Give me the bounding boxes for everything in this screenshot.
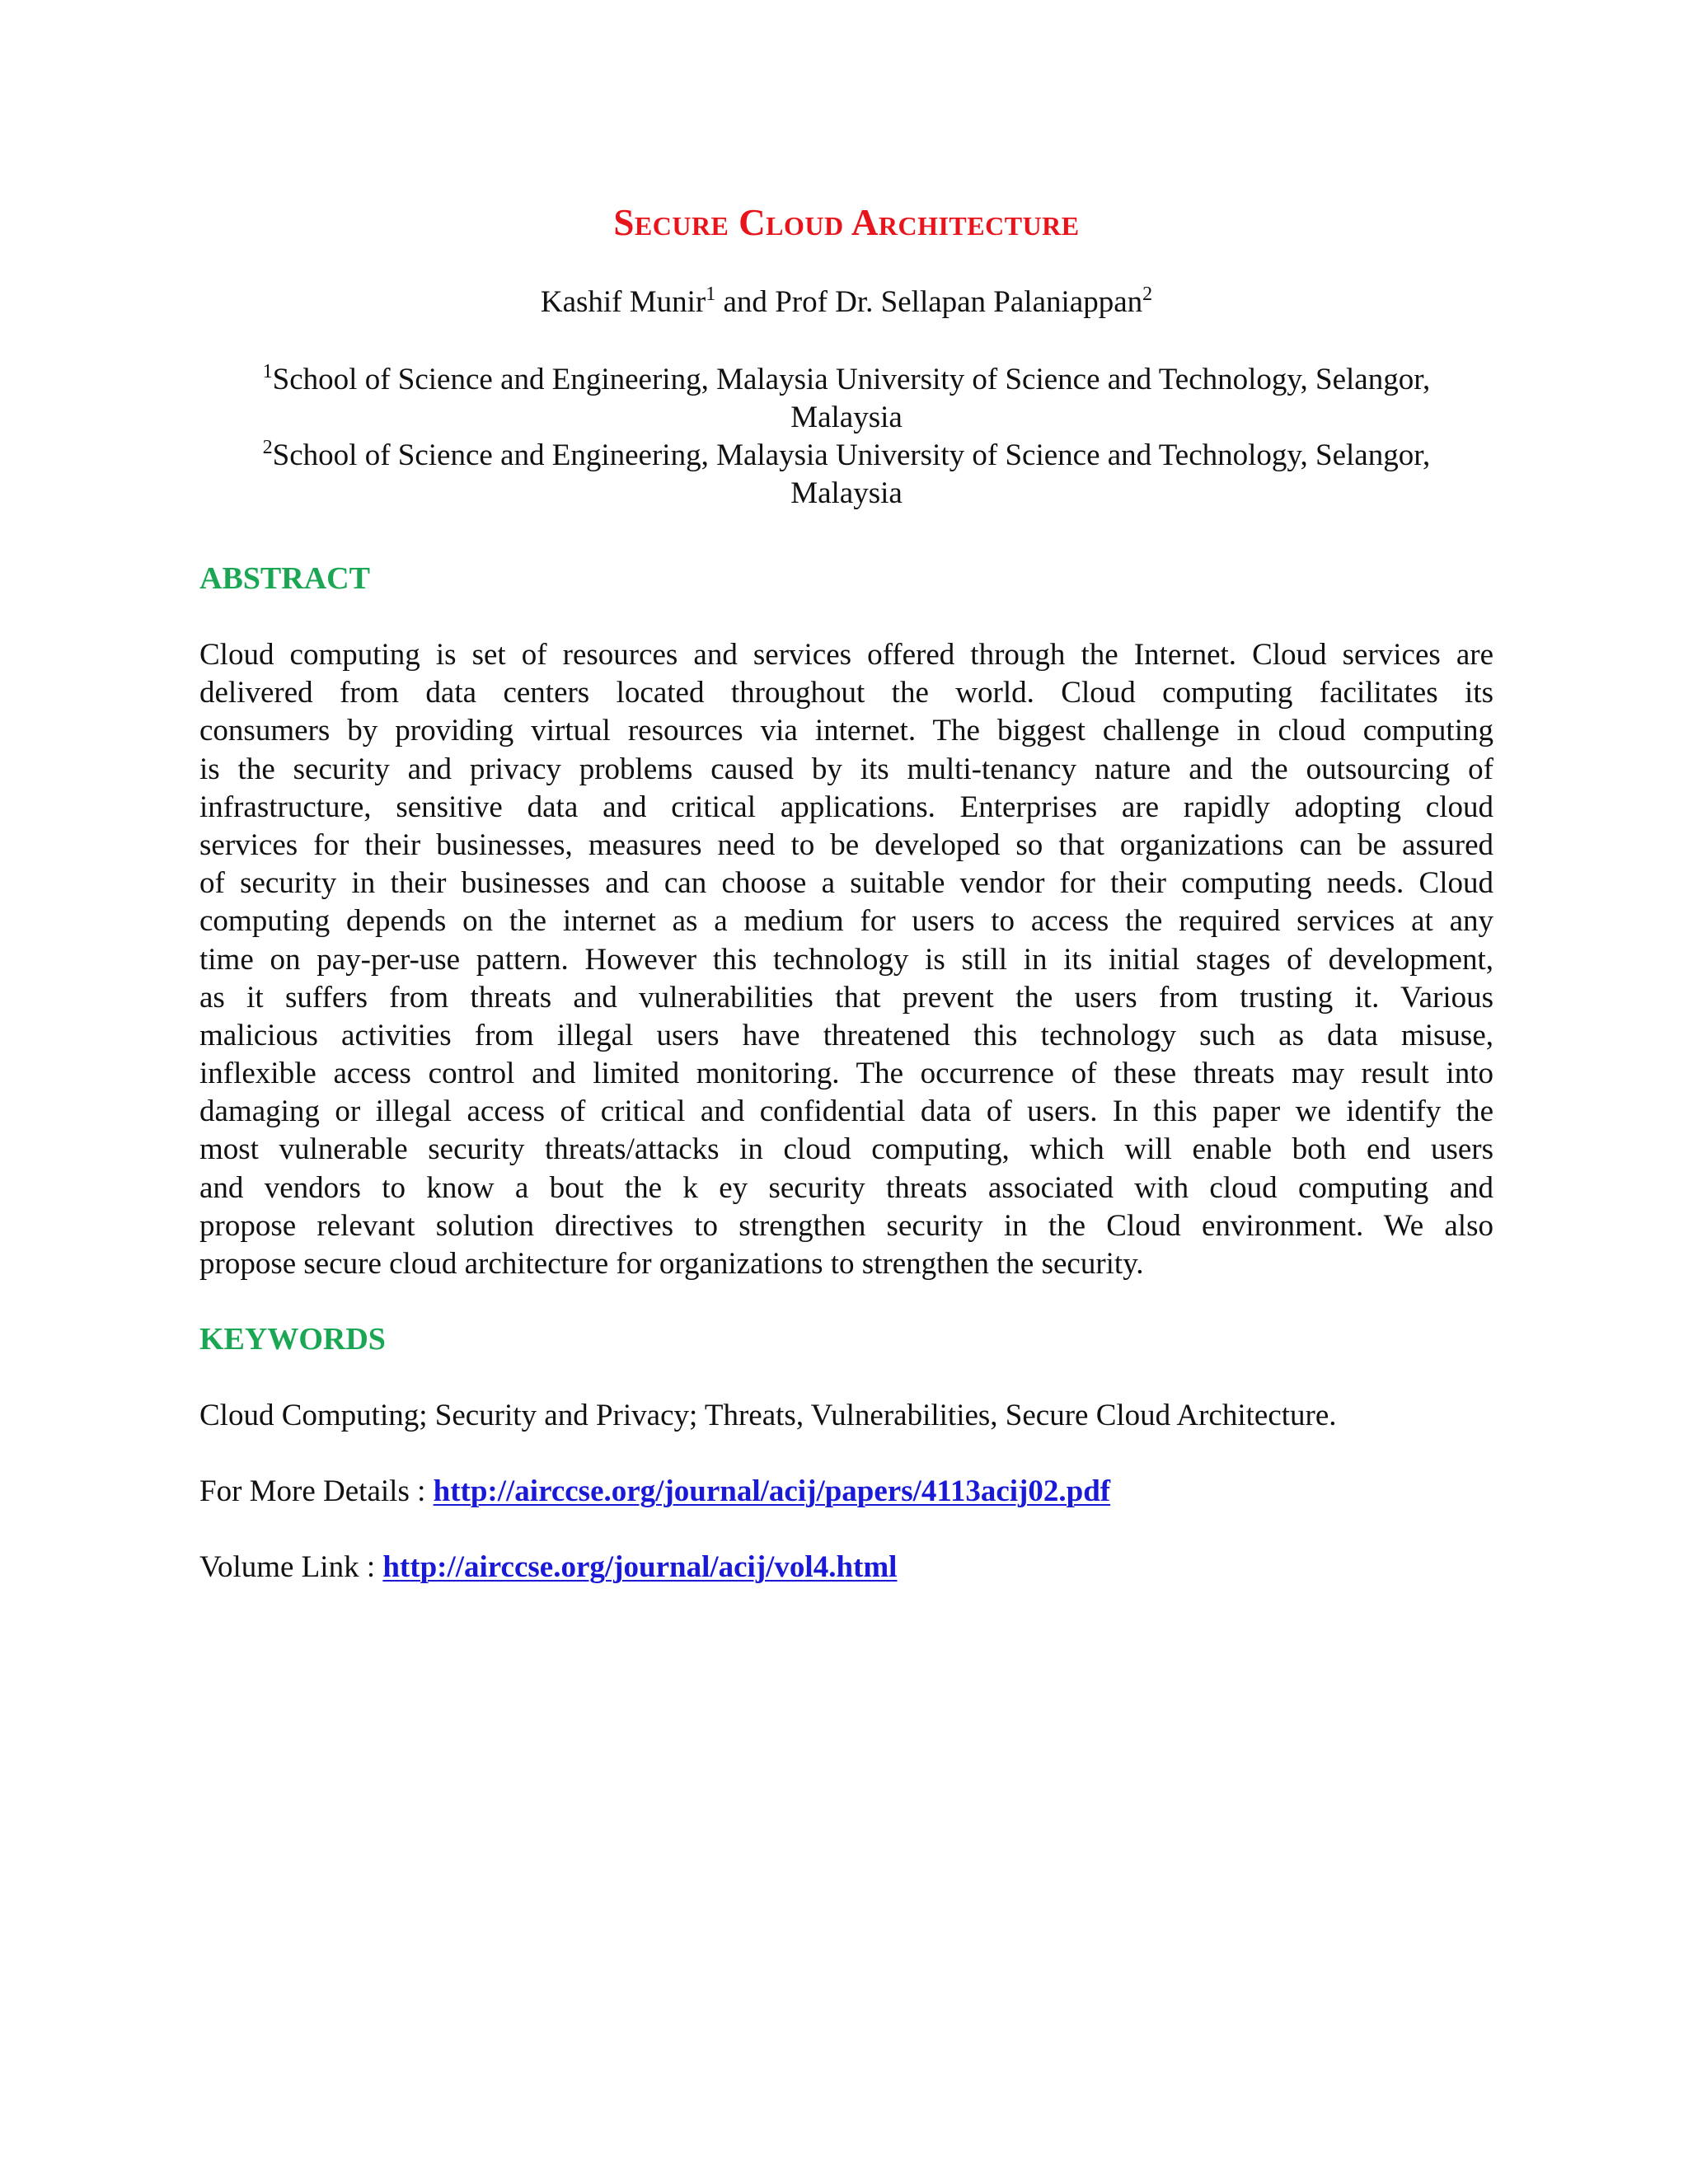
abstract-line: and vendors to know a bout the k ey security threats associated with cloud computing and — [199, 1170, 1493, 1205]
author-connector: and — [715, 285, 776, 319]
author-1-name: Kashif Munir — [540, 285, 706, 319]
more-details-label: For More Details : — [199, 1474, 434, 1508]
affiliation-1 — [199, 361, 1493, 437]
affiliation-2-superscript: 2 — [262, 437, 273, 458]
affiliation-2-line-2: Malaysia — [790, 476, 903, 510]
author-line — [199, 284, 1493, 320]
abstract-heading: ABSTRACT — [199, 561, 370, 596]
abstract-line: damaging or illegal access of critical and confidential data of users. In this paper we identify the — [199, 1094, 1493, 1129]
paper-pdf-link[interactable]: http://airccse.org/journal/acij/papers/4113acij02.pdf — [433, 1474, 1111, 1508]
abstract-line: computing depends on the internet as a medium for users to access the required services at any — [199, 904, 1493, 939]
affiliation-2 — [199, 437, 1493, 513]
abstract-body — [199, 636, 1493, 1283]
volume-link-line — [199, 1549, 897, 1585]
author-2-superscript: 2 — [1142, 284, 1153, 305]
volume-link[interactable]: http://airccse.org/journal/acij/vol4.html — [382, 1550, 898, 1584]
abstract-line: propose secure cloud architecture for organizations to strengthen the security. — [199, 1247, 1144, 1281]
abstract-line: services for their businesses, measures need to be developed so that organizations can be assured — [199, 827, 1493, 862]
abstract-line: most vulnerable security threats/attacks in cloud computing, which will enable both end users — [199, 1132, 1493, 1167]
abstract-line: infrastructure, sensitive data and critical applications. Enterprises are rapidly adopting cloud — [199, 790, 1493, 824]
keywords-text: Cloud Computing; Security and Privacy; Threats, Vulnerabilities, Secure Cloud Architecture. — [199, 1399, 1337, 1432]
abstract-line: propose relevant solution directives to strengthen security in the Cloud environment. We also — [199, 1208, 1493, 1243]
paper-title: Secure Cloud Architecture — [613, 202, 1080, 243]
affiliation-2-line-1 — [199, 437, 1493, 475]
affiliation-1-text: School of Science and Engineering, Malaysia University of Science and Technology, Selangor, — [272, 363, 1431, 396]
abstract-line: delivered from data centers located throughout the world. Cloud computing facilitates its — [199, 676, 1493, 710]
affiliation-1-line-2: Malaysia — [790, 401, 903, 434]
more-details-line — [199, 1474, 1110, 1509]
abstract-line: consumers by providing virtual resources via internet. The biggest challenge in cloud computing — [199, 714, 1493, 748]
volume-link-label: Volume Link : — [199, 1550, 383, 1584]
abstract-line: of security in their businesses and can choose a suitable vendor for their computing needs. Cloud — [199, 866, 1493, 901]
author-2-name: Prof Dr. Sellapan Palaniappan — [775, 285, 1143, 319]
keywords-heading: KEYWORDS — [199, 1322, 386, 1357]
abstract-line: as it suffers from threats and vulnerabilities that prevent the users from trusting it. Various — [199, 980, 1493, 1015]
affiliation-1-line-1 — [199, 361, 1493, 399]
author-1-superscript: 1 — [706, 284, 716, 305]
abstract-line: Cloud computing is set of resources and services offered through the Internet. Cloud services are — [199, 638, 1493, 672]
abstract-line: time on pay-per-use pattern. However this technology is still in its initial stages of development, — [199, 942, 1493, 977]
abstract-line: malicious activities from illegal users have threatened this technology such as data misuse, — [199, 1018, 1493, 1052]
affiliation-2-text: School of Science and Engineering, Malaysia University of Science and Technology, Selangor, — [272, 438, 1431, 472]
abstract-line: inflexible access control and limited monitoring. The occurrence of these threats may result into — [199, 1057, 1493, 1091]
abstract-line: is the security and privacy problems caused by its multi-tenancy nature and the outsourcing of — [199, 752, 1493, 786]
affiliation-1-superscript: 1 — [262, 361, 273, 382]
